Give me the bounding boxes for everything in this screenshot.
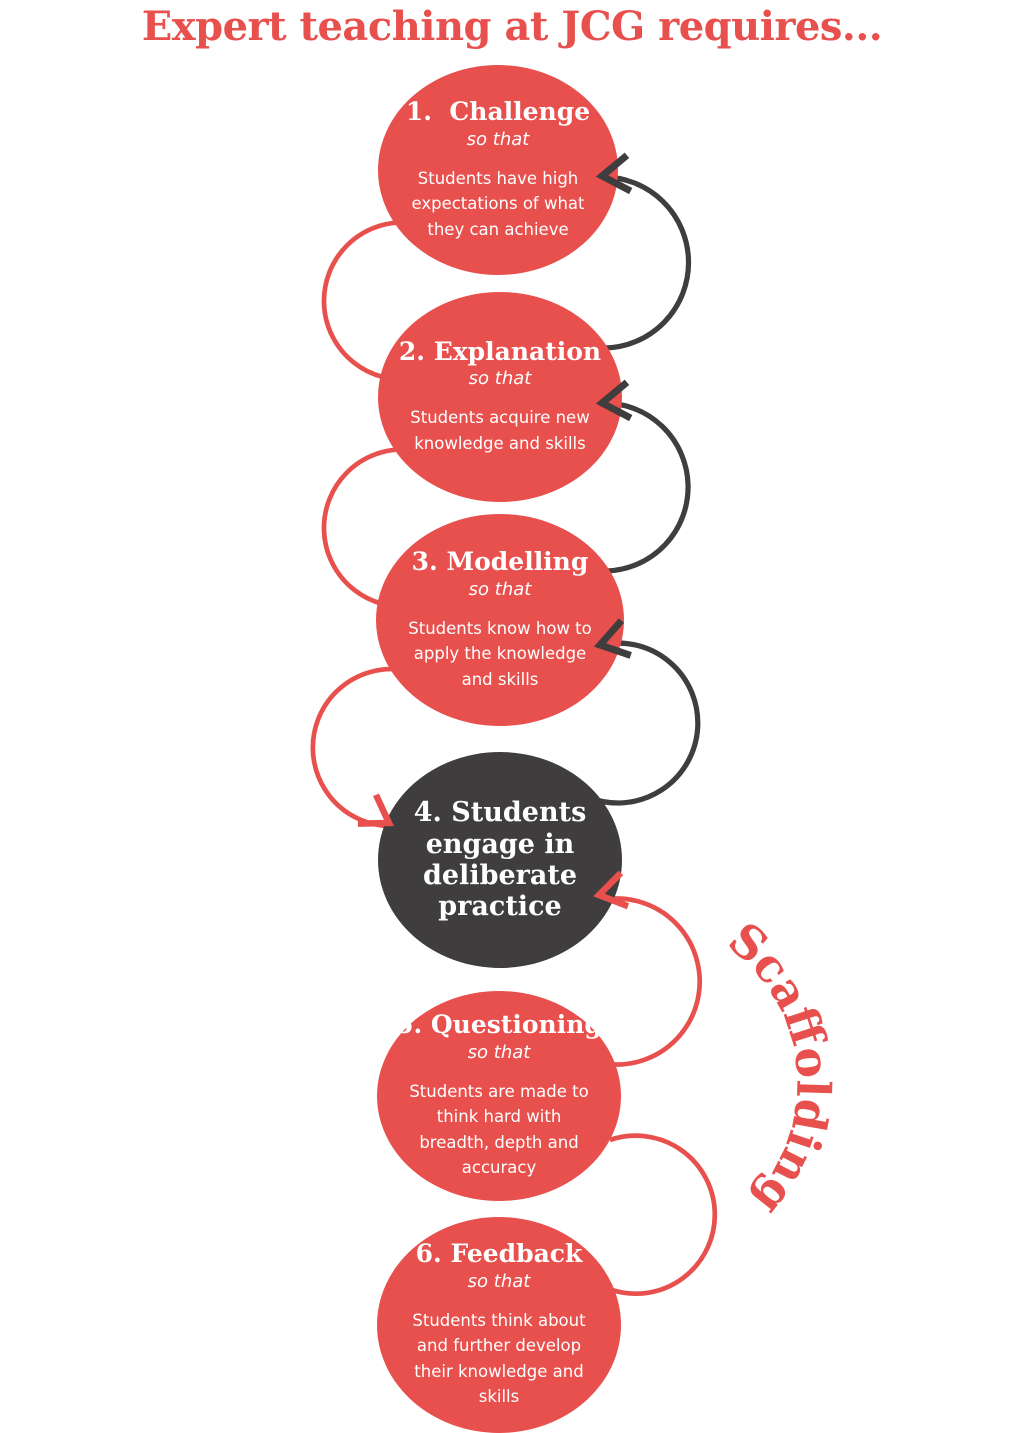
circle-modelling: [376, 514, 624, 726]
circle-subheading: so that: [467, 1270, 531, 1292]
arc-feedback-to-questioning: [610, 1136, 715, 1294]
circle-body: Students are made to think hard with breadth, depth and accuracy: [409, 1081, 589, 1178]
circle-heading: 3. Modelling: [411, 546, 589, 576]
circle-subheading: so that: [467, 1041, 531, 1063]
circle-explanation: [378, 292, 622, 502]
scaffolding-label-text: Scaffolding: [718, 911, 841, 1227]
circle-questioning: [377, 991, 621, 1201]
circle-subheading: so that: [468, 578, 532, 600]
circle-heading: 6. Feedback: [415, 1239, 583, 1268]
page-title: Expert teaching at JCG requires...: [141, 3, 883, 50]
circle-subheading: so that: [466, 128, 530, 150]
circle-body: Students have high expectations of what they can achieve: [411, 168, 585, 239]
circle-deliberate-practice: [378, 752, 622, 968]
circle-heading: 4. Students engage in deliberate practice: [413, 797, 596, 923]
circle-heading: 5. Questioning: [396, 1010, 602, 1039]
circle-body: Students think about and further develop their knowledge and skills: [412, 1310, 586, 1407]
circle-feedback: [377, 1217, 621, 1433]
circle-subheading: so that: [468, 368, 532, 390]
arc-explanation-back-to-challenge: [602, 177, 689, 348]
circle-body: Students acquire new knowledge and skills: [410, 408, 590, 453]
circle-heading: 2. Explanation: [398, 336, 602, 366]
circle-body: Students know how to apply the knowledge and skills: [408, 618, 592, 689]
circle-challenge: [378, 65, 618, 275]
circle-heading: 1. Challenge: [405, 96, 591, 126]
